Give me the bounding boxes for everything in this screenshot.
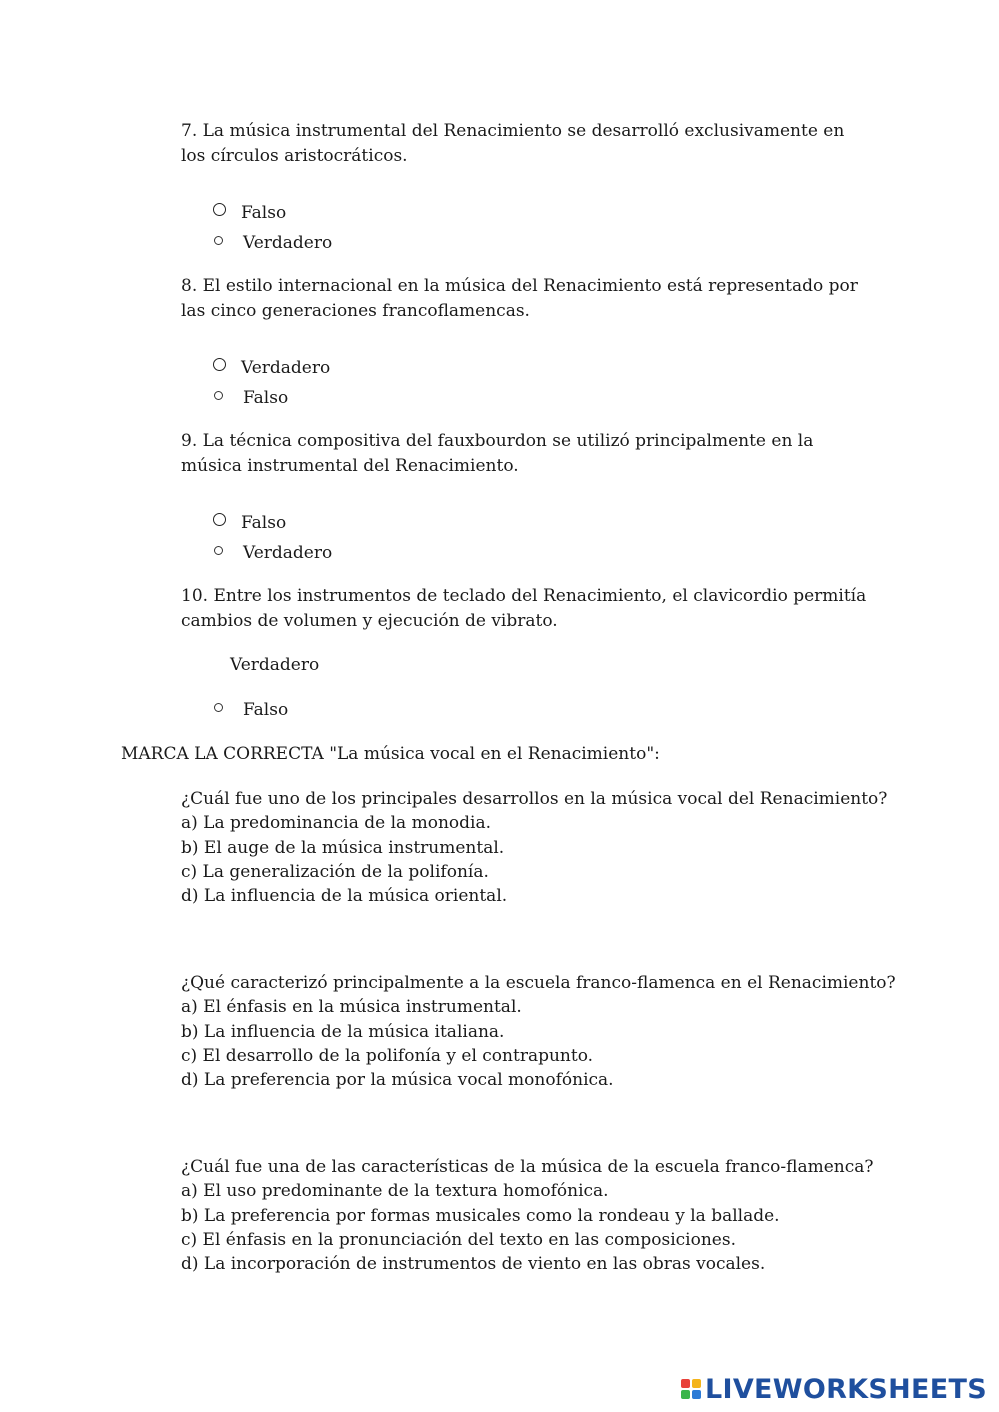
mc-option[interactable]: c) El énfasis en la pronunciación del texto en las composiciones. (181, 1229, 736, 1250)
mc-option[interactable]: b) La preferencia por formas musicales como la rondeau y la ballade. (181, 1205, 780, 1226)
radio-button-icon[interactable] (213, 203, 226, 216)
option-label: Verdadero (241, 358, 331, 378)
option-label: Falso (241, 203, 287, 223)
logo-text: LIVEWORKSHEETS (704, 1373, 987, 1405)
question-10-option-2[interactable] (213, 699, 288, 721)
mc-option[interactable]: a) La predominancia de la monodia. (181, 813, 491, 834)
radio-button-icon[interactable] (213, 358, 226, 371)
mc-option[interactable]: c) El desarrollo de la polifonía y el contrapunto. (181, 1045, 594, 1066)
mc-option[interactable]: c) La generalización de la polifonía. (181, 861, 489, 882)
question-9-option-2[interactable] (213, 542, 332, 564)
mc-option[interactable]: d) La incorporación de instrumentos de viento en las obras vocales. (181, 1254, 766, 1275)
mc-option[interactable]: b) El auge de la música instrumental. (181, 837, 505, 858)
logo-icon (681, 1379, 701, 1399)
question-10-option-1[interactable] (230, 654, 319, 676)
question-10-text: 10. Entre los instrumentos de teclado del Renacimiento, el clavicordio permitía cambios de volumen y ejecución de vibrato. (181, 586, 867, 631)
mc-question-text: ¿Qué caracterizó principalmente a la escuela franco-flamenca en el Renacimiento? (181, 973, 896, 993)
option-label: Verdadero (243, 233, 333, 253)
mc-option[interactable]: a) El uso predominante de la textura homofónica. (181, 1181, 609, 1202)
multiple-choice-question-1 (181, 787, 888, 908)
question-8-text: 8. El estilo internacional en la música del Renacimiento está representado por las cinco generaciones francoflamencas. (181, 276, 858, 321)
question-9-text: 9. La técnica compositiva del fauxbourdon se utilizó principalmente en la música instrumental del Renacimiento. (181, 431, 814, 476)
mc-option[interactable]: a) El énfasis en la música instrumental. (181, 997, 522, 1018)
mc-option[interactable]: d) La influencia de la música oriental. (181, 886, 508, 907)
radio-button-icon[interactable] (214, 546, 223, 555)
option-label: Falso (241, 513, 287, 533)
radio-button-icon[interactable] (214, 236, 223, 245)
option-label: Verdadero (230, 655, 320, 675)
question-9-option-1[interactable] (213, 512, 286, 534)
multiple-choice-question-2 (181, 971, 896, 1092)
mc-option[interactable]: d) La preferencia por la música vocal monofónica. (181, 1070, 614, 1091)
mc-question-text: ¿Cuál fue uno de los principales desarrollos en la música vocal del Renacimiento? (181, 789, 888, 809)
radio-button-icon[interactable] (214, 391, 223, 400)
mc-option[interactable]: b) La influencia de la música italiana. (181, 1021, 505, 1042)
mc-question-text: ¿Cuál fue una de las características de la música de la escuela franco-flamenca? (181, 1157, 874, 1177)
radio-button-icon[interactable] (214, 703, 223, 712)
option-label: Falso (243, 388, 289, 408)
question-7-text: 7. La música instrumental del Renacimiento se desarrolló exclusivamente en los círculos aristocráticos. (181, 121, 845, 166)
option-label: Verdadero (243, 543, 333, 563)
question-8-option-1[interactable] (213, 357, 330, 379)
question-8-option-2[interactable] (213, 387, 288, 409)
multiple-choice-question-3 (181, 1155, 881, 1276)
option-label: Falso (243, 700, 289, 720)
radio-button-icon[interactable] (213, 513, 226, 526)
section-title: MARCA LA CORRECTA "La música vocal en el Renacimiento": (121, 744, 660, 764)
liveworksheets-logo (681, 1374, 987, 1404)
question-7-option-2[interactable] (213, 232, 332, 254)
question-7-option-1[interactable] (213, 202, 286, 224)
